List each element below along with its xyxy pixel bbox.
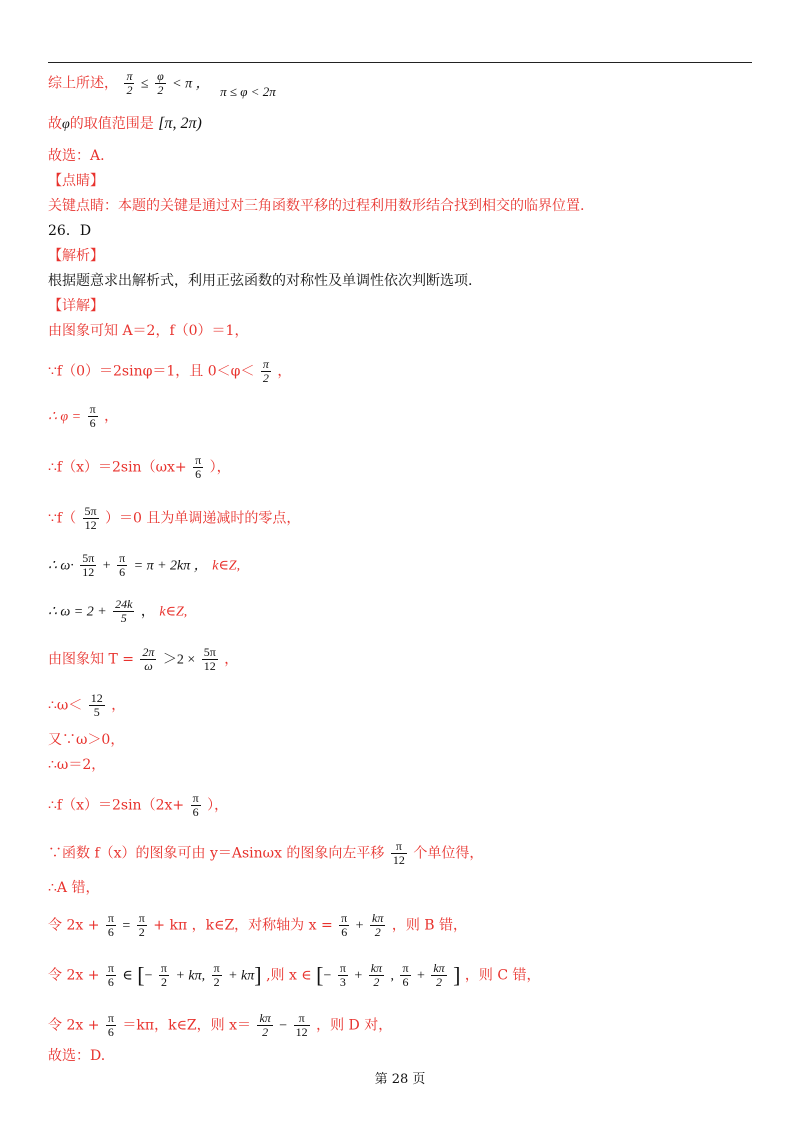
step-2: ∵f（0）＝2sinφ＝1，且 0＜φ＜ $\frac{\pi}{2}$ ， — [48, 357, 292, 385]
step-16: 令 2x + $\frac{\pi}{6}$ ∈ [− $\frac{\pi}{2}$ + kπ, $\frac{\pi}{2}$ + kπ] ,则 x ∈ [− $\frac{\pi}{3}$ + $\frac{k\pi}{2}$ , $\frac{\pi}{6}$ + $\frac{k\pi}{2}$ ] ，则 C 错， — [48, 961, 541, 989]
step-10: 又∵ω＞0， — [48, 732, 125, 748]
question-number: 26．D — [48, 223, 92, 239]
range-value: [π, 2π) — [158, 115, 202, 132]
fraction: $\frac{\pi}{6}$ — [192, 791, 199, 819]
step-13: ∵函数 f（x）的图象可由 y＝Asinωx 的图象向左平移 $\frac{\pi}{12}$ 个单位得， — [48, 839, 484, 867]
step-17: 令 2x + $\frac{\pi}{6}$ ＝kπ，k∈Z，则 x＝ $\frac{k\pi}{2}$ − $\frac{\pi}{12}$ ，则 D 对， — [48, 1011, 393, 1039]
answer-a: 故选：A. — [48, 148, 105, 164]
analysis-text: 根据题意求出解析式，利用正弦函数的对称性及单调性依次判断选项. — [48, 273, 473, 289]
step-6: ∴ ω· $\frac{5\pi}{12}$ + $\frac{\pi}{6}$ = π + 2kπ ， k∈Z, — [48, 551, 241, 579]
fraction: $\frac{12}{5}$ — [90, 691, 103, 719]
page-number: 第 28 页 — [374, 1072, 426, 1087]
answer-d: 故选：D. — [48, 1048, 106, 1064]
fraction: $\frac{k\pi}{2}$ — [372, 911, 384, 939]
fraction: $\frac{\pi}{6}$ — [107, 911, 114, 939]
step-3: ∴ φ = $\frac{\pi}{6}$ ， — [48, 402, 119, 430]
fraction: $\frac{\pi}{12}$ — [295, 1011, 308, 1039]
fraction: $\frac{\pi}{2}$ — [126, 69, 133, 97]
fraction: $\frac{2\pi}{\omega}$ — [142, 645, 155, 673]
section-jiexi: 【解析】 — [48, 248, 104, 264]
fraction: $\frac{\pi}{3}$ — [339, 961, 346, 989]
section-dianjing: 【点睛】 — [48, 173, 104, 189]
fraction: $\frac{24k}{5}$ — [115, 597, 133, 625]
step-4: ∴f（x）＝2sin（ωx+ $\frac{\pi}{6}$ ）， — [48, 453, 231, 481]
step-14: ∴A 错， — [48, 880, 100, 896]
key-point-text: 关键点睛：本题的关键是通过对三角函数平移的过程利用数形结合找到相交的临界位置. — [48, 198, 585, 214]
fraction: $\frac{\pi}{6}$ — [107, 1011, 114, 1039]
fraction: $\frac{k\pi}{2}$ — [259, 1011, 271, 1039]
step-15: 令 2x + $\frac{\pi}{6}$ = $\frac{\pi}{2}$ + kπ ，k∈Z，对称轴为 x = $\frac{\pi}{6}$ + $\frac{k\pi}{2}$ ，则 B 错， — [48, 911, 468, 939]
fraction: $\frac{\pi}{6}$ — [107, 961, 114, 989]
step-8: 由图象知 T = $\frac{2\pi}{\omega}$ ＞2 × $\frac{5\pi}{12}$ ， — [48, 645, 239, 673]
fraction: $\frac{\pi}{2}$ — [160, 961, 167, 989]
inequality: π ≤ φ < 2π — [220, 83, 276, 99]
fraction: $\frac{5\pi}{12}$ — [203, 645, 216, 673]
step-11: ∴ω＝2， — [48, 757, 106, 773]
fraction: $\frac{5\pi}{12}$ — [82, 551, 95, 579]
fraction: $\frac{\pi}{6}$ — [402, 961, 409, 989]
conclusion-text: 综上所述， — [48, 75, 118, 92]
fraction: $\frac{k\pi}{2}$ — [370, 961, 383, 989]
conclusion-line: 综上所述， $\frac{\pi}{2}$ ≤ $\frac{\varphi}{2}$ < π ， π ≤ φ < 2π — [48, 69, 276, 99]
fraction: $\frac{\pi}{6}$ — [341, 911, 348, 939]
fraction: $\frac{\pi}{6}$ — [119, 551, 126, 579]
range-line: 故φ的取值范围是 [π, 2π) — [48, 115, 202, 132]
step-1: 由图象可知 A＝2，f（0）＝1， — [48, 323, 249, 339]
step-7: ∴ ω = 2 + $\frac{24k}{5}$ ， k∈Z, — [48, 597, 188, 625]
fraction: $\frac{\pi}{6}$ — [89, 402, 96, 430]
fraction: $\frac{5\pi}{12}$ — [84, 504, 97, 532]
step-9: ∴ω＜ $\frac{12}{5}$ ， — [48, 691, 126, 719]
fraction: $\frac{k\pi}{2}$ — [433, 961, 445, 989]
step-5: ∵f（ $\frac{5\pi}{12}$ ）＝0 且为单调递减时的零点， — [48, 504, 301, 532]
fraction: $\frac{\pi}{2}$ — [262, 357, 269, 385]
step-12: ∴f（x）＝2sin（2x+ $\frac{\pi}{6}$ ）， — [48, 791, 229, 819]
fraction: $\frac{\pi}{12}$ — [392, 839, 405, 867]
fraction: $\frac{\varphi}{2}$ — [157, 69, 164, 97]
fraction: $\frac{\pi}{6}$ — [195, 453, 202, 481]
fraction: $\frac{\pi}{2}$ — [213, 961, 220, 989]
fraction: $\frac{\pi}{2}$ — [138, 911, 145, 939]
header-rule — [48, 62, 752, 63]
section-xiangjie: 【详解】 — [48, 298, 104, 314]
